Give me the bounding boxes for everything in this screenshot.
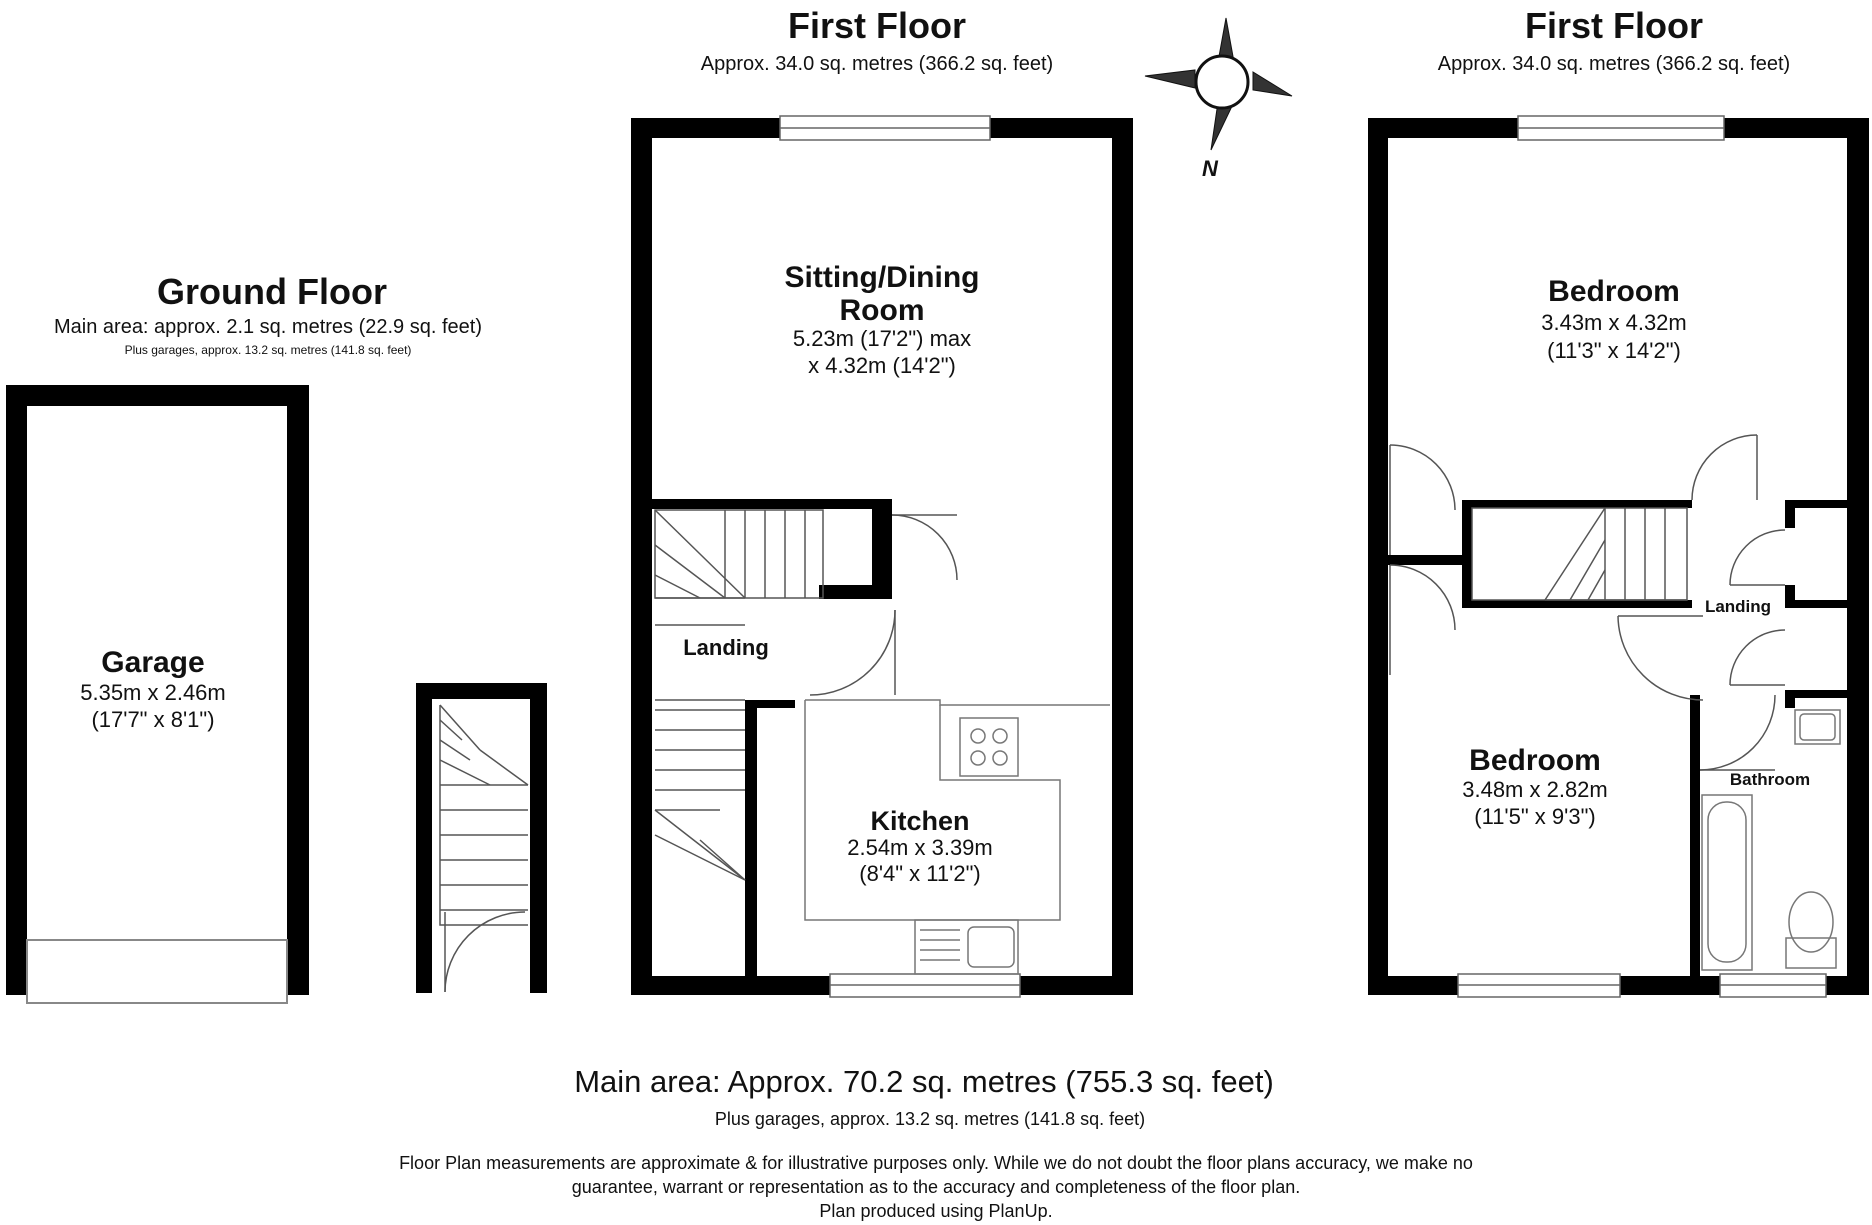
- disclaimer-line2: guarantee, warrant or representation as to the accuracy and completeness of the floor plan.: [571, 1177, 1301, 1197]
- disclaimer-line3: Plan produced using PlanUp.: [819, 1201, 1053, 1221]
- first-floor-left-area: Approx. 34.0 sq. metres (366.2 sq. feet): [700, 53, 1054, 75]
- sitting-dining-dimensions-line2: x 4.32m (14'2"): [808, 353, 956, 378]
- compass-north-label: N: [1202, 156, 1218, 181]
- bedroom1-label: Bedroom: [1548, 275, 1680, 308]
- ground-floor-stair-hall: [416, 683, 547, 993]
- ground-floor-garages-area: Plus garages, approx. 13.2 sq. metres (141.8 sq. feet): [124, 343, 412, 357]
- footer-main-area: Main area: Approx. 70.2 sq. metres (755.3 sq. feet): [574, 1064, 1274, 1099]
- garage-label: Garage: [101, 646, 205, 679]
- landing-right-label: Landing: [1704, 597, 1772, 616]
- ground-floor-main-area: Main area: approx. 2.1 sq. metres (22.9 sq. feet): [54, 316, 482, 338]
- kitchen-dimensions-imperial: (8'4" x 11'2"): [859, 861, 981, 886]
- kitchen-dimensions-metric: 2.54m x 3.39m: [847, 835, 993, 860]
- bathroom-label: Bathroom: [1729, 770, 1811, 789]
- landing-left-label: Landing: [683, 635, 769, 660]
- bedroom2-label: Bedroom: [1469, 744, 1601, 777]
- bedroom2-dimensions-metric: 3.48m x 2.82m: [1462, 777, 1608, 802]
- first-floor-right-title: First Floor: [1525, 5, 1703, 46]
- footer-garages-area: Plus garages, approx. 13.2 sq. metres (141.8 sq. feet): [714, 1109, 1146, 1129]
- bedroom1-dimensions-imperial: (11'3" x 14'2"): [1547, 338, 1681, 363]
- bedroom1-dimensions-metric: 3.43m x 4.32m: [1541, 310, 1687, 335]
- kitchen-label: Kitchen: [870, 806, 970, 836]
- sitting-dining-dimensions-line1: 5.23m (17'2") max: [792, 326, 972, 351]
- garage-dimensions-imperial: (17'7" x 8'1"): [91, 707, 215, 732]
- garage-dimensions-metric: 5.35m x 2.46m: [80, 680, 226, 705]
- first-floor-right-area: Approx. 34.0 sq. metres (366.2 sq. feet): [1437, 53, 1791, 75]
- first-floor-left-title: First Floor: [788, 5, 966, 46]
- sitting-dining-label-line2: Room: [839, 294, 925, 327]
- bedroom2-dimensions-imperial: (11'5" x 9'3"): [1474, 804, 1596, 829]
- compass-rose-icon: [1145, 18, 1292, 150]
- ground-floor-title: Ground Floor: [157, 271, 387, 312]
- disclaimer-line1: Floor Plan measurements are approximate & for illustrative purposes only. While we do not doubt the floor plans accuracy, we make no: [399, 1153, 1473, 1173]
- sitting-dining-label-line1: Sitting/Dining: [784, 261, 980, 294]
- first-floor-right-walls: [1368, 116, 1869, 997]
